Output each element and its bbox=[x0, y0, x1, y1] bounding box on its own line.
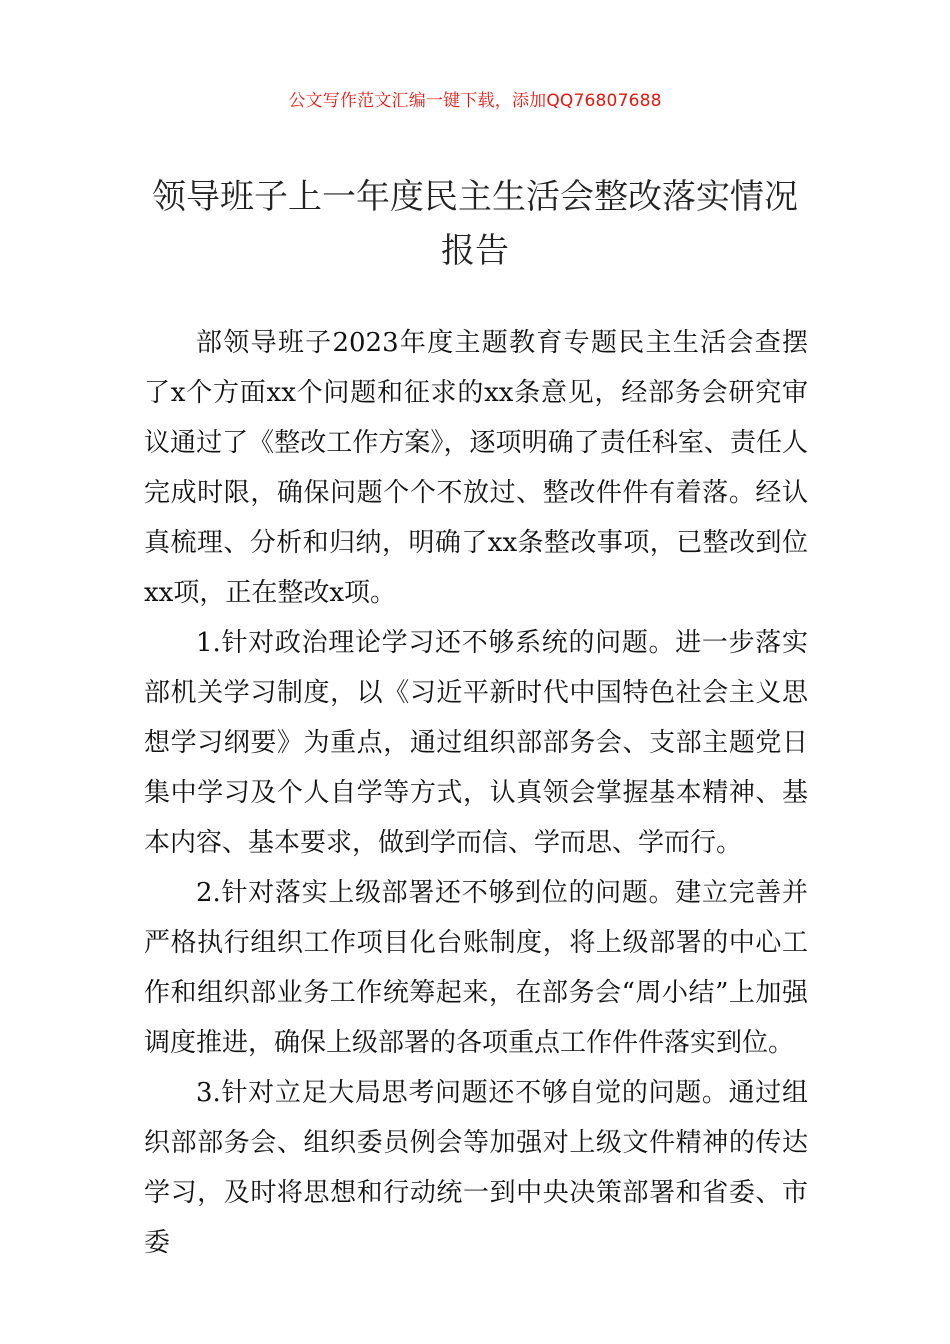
paragraph-item-3: 3.针对立足大局思考问题还不够自觉的问题。通过组织部部务会、组织委员例会等加强对上级文件精神的传达学习，及时将思想和行动统一到中央决策部署和省委、市委 bbox=[144, 1078, 808, 1258]
paragraph-item-1: 1.针对政治理论学习还不够系统的问题。进一步落实部机关学习制度，以《习近平新时代中国特色社会主义思想学习纲要》为重点，通过组织部部务会、支部主题党日集中学习及个人自学等方式，认真领会掌握基本精神、基本内容、基本要求，做到学而信、学而思、学而行。 bbox=[144, 628, 808, 858]
document-body bbox=[144, 318, 808, 1268]
paragraph-item-2: 2.针对落实上级部署还不够到位的问题。建立完善并严格执行组织工作项目化台账制度，将上级部署的中心工作和组织部业务工作统筹起来，在部务会“周小结”上加强调度推进，确保上级部署的各项重点工作件件落实到位。 bbox=[144, 878, 808, 1058]
download-note-header: 公文写作范文汇编一键下载，添加QQ76807688 bbox=[288, 91, 662, 111]
paragraph-intro: 部领导班子2023年度主题教育专题民主生活会查摆了x个方面xx个问题和征求的xx条意见，经部务会研究审议通过了《整改工作方案》，逐项明确了责任科室、责任人完成时限，确保问题个个不放过、整改件件有着落。经认真梳理、分析和归纳，明确了xx条整改事项，已整改到位xx项，正在整改x项。 bbox=[144, 328, 808, 608]
document-title: 领导班子上一年度民主生活会整改落实情况报告 bbox=[152, 177, 798, 271]
